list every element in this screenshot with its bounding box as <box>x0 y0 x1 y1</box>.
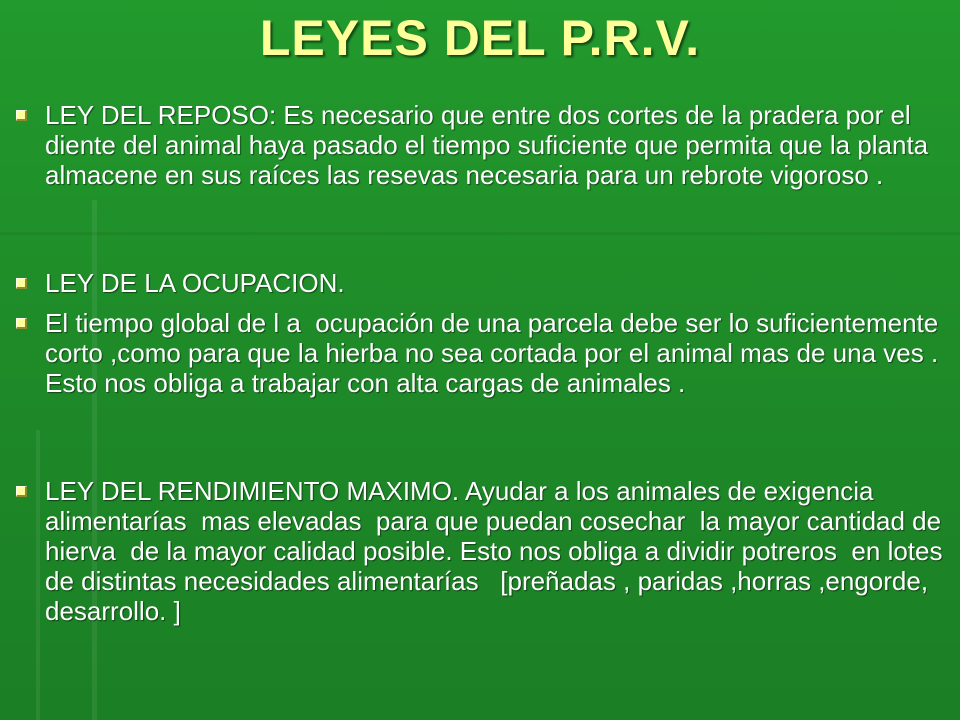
bullet-tiempo-global <box>16 308 952 398</box>
square-bullet-icon <box>16 110 27 121</box>
bullet-text: El tiempo global de l a ocupación de una parcela debe ser lo suficientemente corto ,como para que la hierba no sea cortada por el animal mas de una ves . Esto nos obliga a trabajar con alta cargas de animales . <box>45 308 953 398</box>
square-bullet-icon <box>16 318 27 329</box>
decorative-line <box>0 232 960 235</box>
bullet-ley-de-la-ocupacion <box>16 268 952 298</box>
bullet-text: LEY DEL REPOSO: Es necesario que entre dos cortes de la pradera por el diente del animal haya pasado el tiempo suficiente que permita que la planta almacene en sus raíces las resevas necesaria para un rebrote vigoroso . <box>45 100 936 190</box>
square-bullet-icon <box>16 486 27 497</box>
square-bullet-icon <box>16 278 27 289</box>
bullet-text: LEY DE LA OCUPACION. <box>45 268 345 298</box>
slide-title: LEYES DEL P.R.V. <box>259 10 701 66</box>
bullet-ley-del-rendimiento-maximo <box>16 476 952 626</box>
bullet-text: LEY DEL RENDIMIENTO MAXIMO. Ayudar a los animales de exigencia alimentarías mas elevadas para que puedan cosechar la mayor cantidad de hierva de la mayor calidad posible. Esto nos obliga a dividir potreros en lotes de distintas necesidades alimentarías [preñadas , paridas ,horras ,engorde, desarrollo. ] <box>45 476 950 626</box>
bullet-ley-del-reposo <box>16 100 952 190</box>
